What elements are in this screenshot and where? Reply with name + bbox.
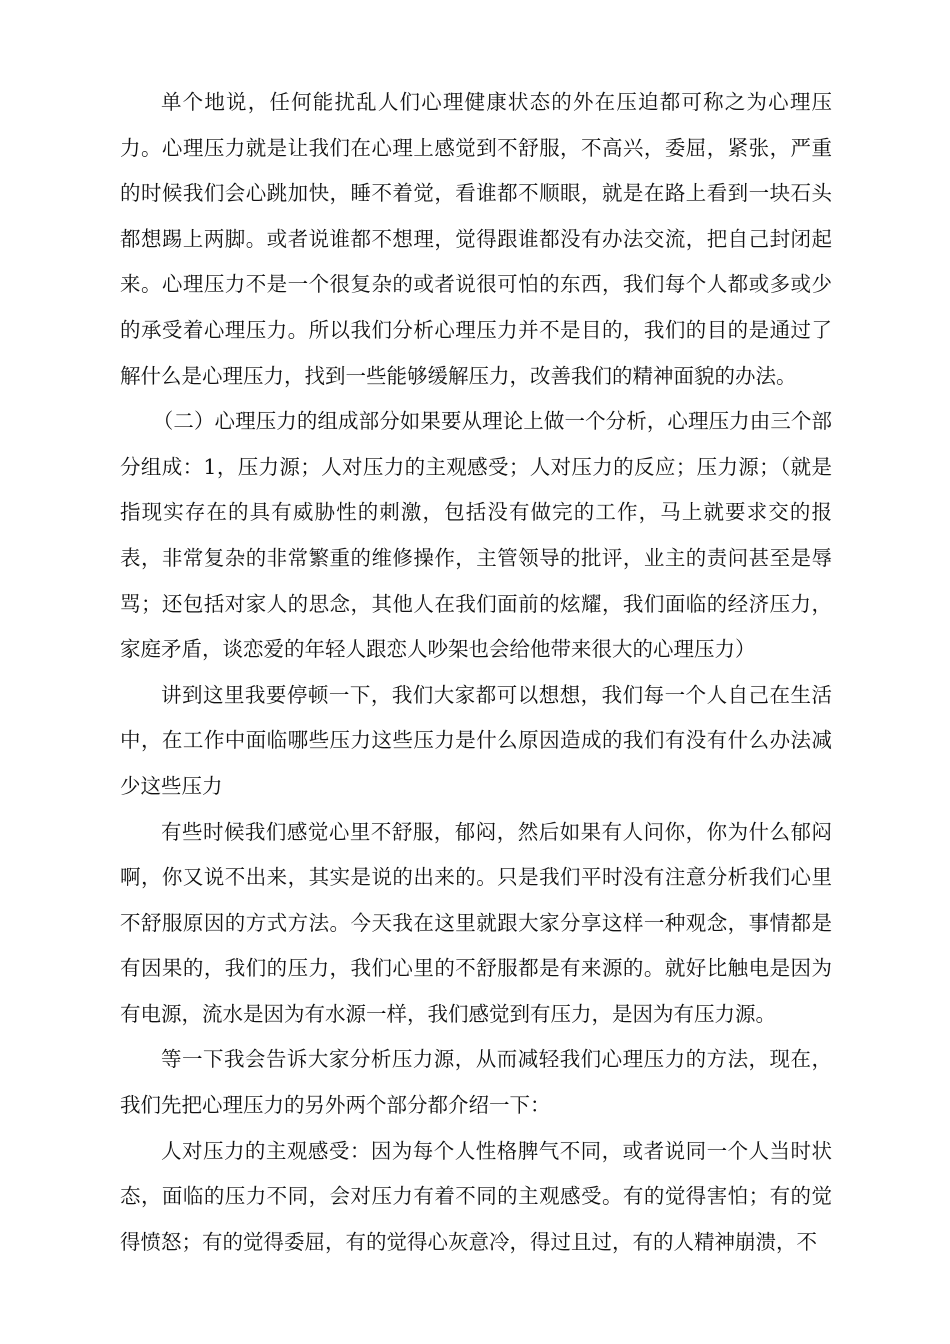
paragraph-introduce-other-parts: 等一下我会告诉大家分析压力源，从而减轻我们心理压力的方法，现在，我们先把心理压力的另外两个部分都介绍一下： <box>120 1047 832 1118</box>
paragraph-pause-reflection: 讲到这里我要停顿一下，我们大家都可以想想，我们每一个人自己在生活中，在工作中面临哪些压力这些压力是什么原因造成的我们有没有什么办法减少这些压力 <box>120 682 832 798</box>
paragraph-pressure-components: （二）心理压力的组成部分如果要从理论上做一个分析，心理压力由三个部分组成：1，压力源；人对压力的主观感受；人对压力的反应；压力源；（就是指现实存在的具有威胁性的刺激，包括没有做完的工作，马上就要求交的报表，非常复杂的非常繁重的维修操作，主管领导的批评，业主的责问甚至是辱骂；还包括对家人的思念，其他人在我们面前的炫耀，我们面临的经济压力，家庭矛盾，谈恋爱的年轻人跟恋人吵架也会给他带来很大的心理压力） <box>120 409 832 662</box>
document-body <box>120 80 832 1265</box>
paragraph-subjective-feeling: 人对压力的主观感受：因为每个人性格脾气不同，或者说同一个人当时状态，面临的压力不同，会对压力有着不同的主观感受。有的觉得害怕；有的觉得愤怒；有的觉得委屈，有的觉得心灰意冷，得过且过，有的人精神崩溃，不 <box>120 1138 832 1254</box>
paragraph-pressure-sources: 有些时候我们感觉心里不舒服，郁闷，然后如果有人问你，你为什么郁闷啊，你又说不出来，其实是说的出来的。只是我们平时没有注意分析我们心里不舒服原因的方式方法。今天我在这里就跟大家分享这样一种观念，事情都是有因果的，我们的压力，我们心里的不舒服都是有来源的。就好比触电是因为有电源，流水是因为有水源一样，我们感觉到有压力，是因为有压力源。 <box>120 819 832 1026</box>
paragraph-psychological-pressure-definition: 单个地说，任何能扰乱人们心理健康状态的外在压迫都可称之为心理压力。心理压力就是让我们在心理上感觉到不舒服，不高兴，委屈，紧张，严重的时候我们会心跳加快，睡不着觉，看谁都不顺眼，就是在路上看到一块石头都想踢上两脚。或者说谁都不想理，觉得跟谁都没有办法交流，把自己封闭起来。心理压力不是一个很复杂的或者说很可怕的东西，我们每个人都或多或少的承受着心理压力。所以我们分析心理压力并不是目的，我们的目的是通过了解什么是心理压力，找到一些能够缓解压力，改善我们的精神面貌的办法。 <box>120 90 832 388</box>
